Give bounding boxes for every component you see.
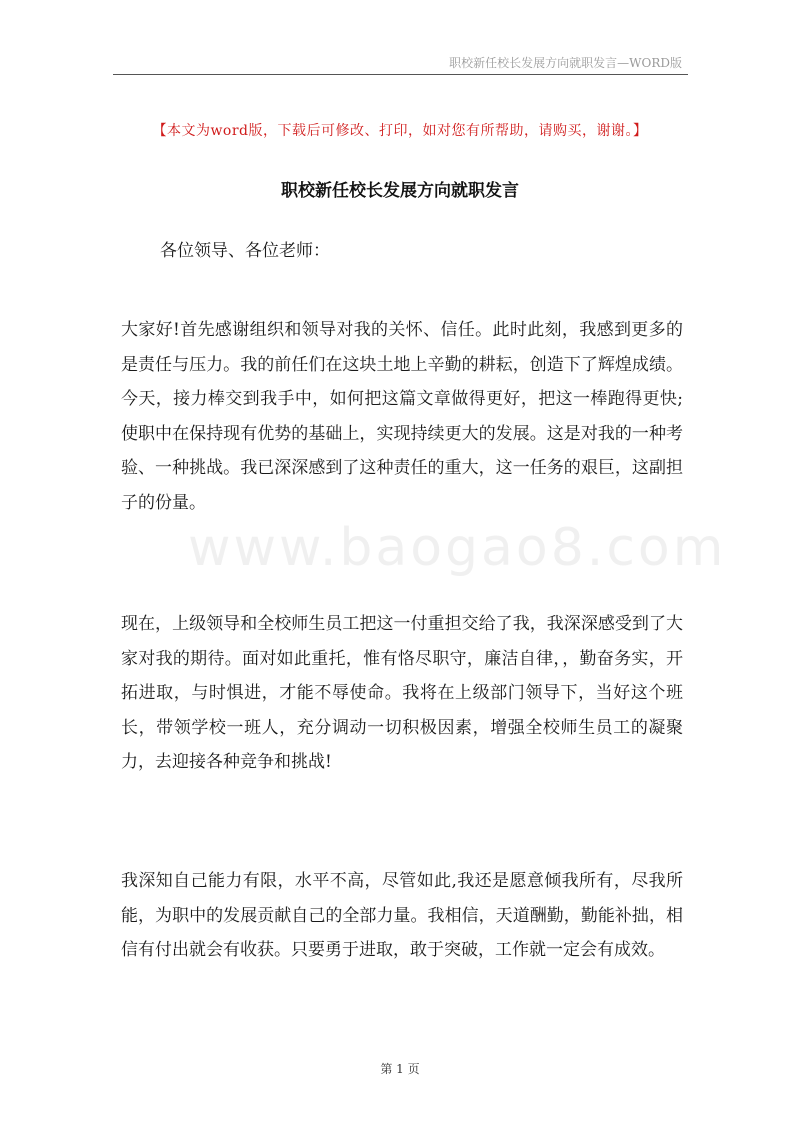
header-divider [113,74,688,75]
paragraph-3: 我深知自己能力有限，水平不高，尽管如此,我还是愿意倾我所有，尽我所能，为职中的发展贡献自己的全部力量。我相信，天道酬勤，勤能补拙，相信有付出就会有收获。只要勇于进取，敢于突破，工作就一定会有成效。 [121,871,683,960]
document-title: 职校新任校长发展方向就职发言 [281,181,519,201]
paragraph-1: 大家好!首先感谢组织和领导对我的关怀、信任。此时此刻，我感到更多的是责任与压力。我的前任们在这块土地上辛勤的耕耘，创造下了辉煌成绩。今天，接力棒交到我手中，如何把这篇文章做得更好，把这一棒跑得更快;使职中在保持现有优势的基础上，实现持续更大的发展。这是对我的一种考验、一种挑战。我已深深感到了这种责任的重大，这一任务的艰巨，这副担子的份量。 [121,320,683,513]
page-number: 第 1 页 [380,1062,420,1076]
purchase-notice: 【本文为word版，下载后可修改、打印，如对您有所帮助，请购买，谢谢。】 [152,123,648,139]
running-header: 职校新任校长发展方向就职发言—WORD版 [449,56,682,70]
paragraph-2: 现在，上级领导和全校师生员工把这一付重担交给了我，我深深感受到了大家对我的期待。面对如此重托，惟有恪尽职守，廉洁自律，，勤奋务实，开拓进取，与时惧进，才能不辱使命。我将在上级部门领导下，当好这个班长，带领学校一班人，充分调动一切积极因素，增强全校师生员工的凝聚力，去迎接各种竞争和挑战! [121,614,683,772]
salutation: 各位领导、各位老师： [160,241,330,261]
watermark: www.baogao8.com [188,518,727,578]
